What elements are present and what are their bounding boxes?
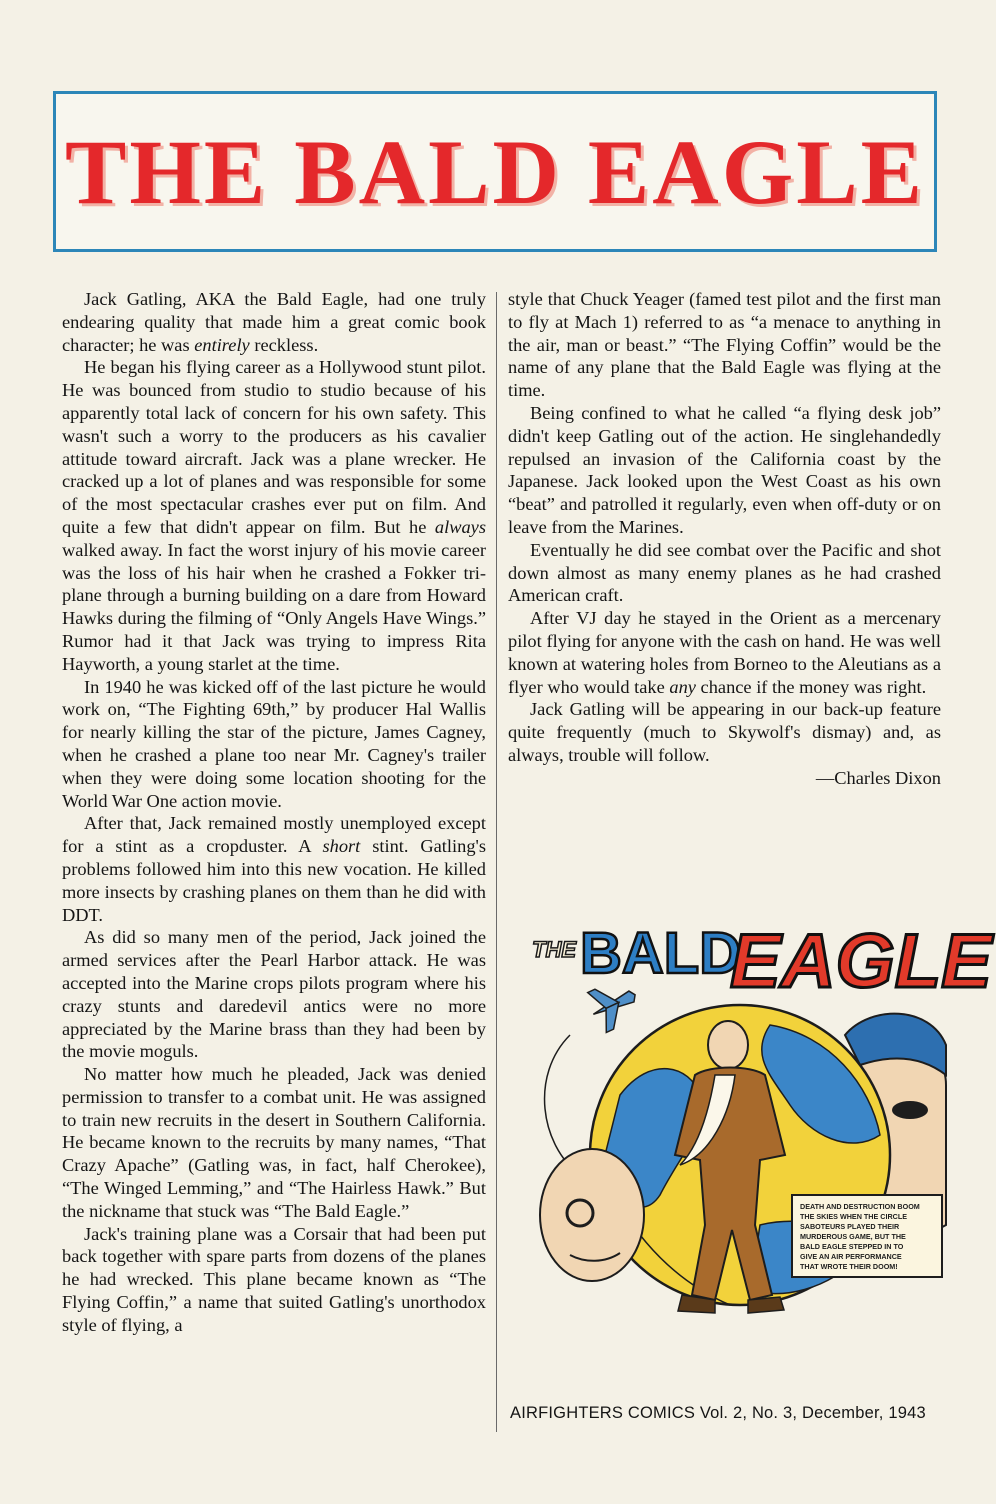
paragraph-9: Being confined to what he called “a flying desk job” didn't keep Gatling out of the action. He singlehandedly repulsed an invasion of the California coast by the Japanese. Jack looked upon the West Coast as his own “beat” and patrolled it regularly, even when off-duty or on leave from the Marines.: [508, 402, 941, 537]
paragraph-8: style that Chuck Yeager (famed test pilot and the first man to fly at Mach 1) referred to as “a menace to anything in the air, man or beast.” “The Flying Coffin” would be the name of any plane that the Bald Eagle was flying at the time.: [508, 289, 941, 401]
logo-eagle: EAGLE: [730, 919, 992, 1004]
caption-line-2: THE SKIES WHEN THE CIRCLE: [800, 1212, 908, 1221]
paragraph-2: He began his flying career as a Hollywood stunt pilot. He was bounced from studio to studio because of his apparently total lack of concern for his own safety. This wasn't such a worry to the producers as his cavalier attitude toward aircraft. Jack was a plane wrecker. He cracked up a lot of planes and was responsible for some of the most spectacular crashes ever put on film. And quite a few that didn't appear on film. But he always walked away. In fact the worst injury of his movie career was the loss of his hair when he crashed a Fokker tri-plane through a burning building on a dare from Howard Hawks during the filming of “Only Angels Have Wings.” Rumor had it that Jack was trying to impress Rita Hayworth, a young starlet at the time.: [62, 357, 486, 674]
paragraph-3: In 1940 he was kicked off of the last picture he would work on, “The Fighting 69th,” by producer Hal Wallis for nearly killing the star of the picture, James Cagney, when he crashed a plane too near Mr. Cagney's trailer when they were doing some location shooting for the World War One action movie.: [62, 676, 486, 811]
caption-line-6: GIVE AN AIR PERFORMANCE: [800, 1252, 902, 1261]
paragraph-4: After that, Jack remained mostly unemployed except for a stint as a cropduster. A short stint. Gatling's problems followed him into this new vocation. He killed more insects by crashing planes on them than he did with DDT.: [62, 813, 486, 925]
column-divider: [496, 292, 497, 1432]
caption-line-1: DEATH AND DESTRUCTION BOOM: [800, 1202, 920, 1211]
paragraph-11: After VJ day he stayed in the Orient as a mercenary pilot flying for anyone with the cash on hand. He was well known at watering holes from Borneo to the Aleutians as a flyer who would take any chance if the money was right.: [508, 608, 941, 697]
caption-line-3: SABOTEURS PLAYED THEIR: [800, 1222, 900, 1231]
source-caption: AIRFIGHTERS COMICS Vol. 2, No. 3, December, 1943: [510, 1404, 926, 1422]
title-banner: [53, 91, 937, 252]
caption-line-7: THAT WROTE THEIR DOOM!: [800, 1262, 898, 1271]
bald-eagle-logo: [532, 919, 994, 1004]
comic-cover-illustration: [510, 895, 992, 1400]
caption-line-5: BALD EAGLE STEPPED IN TO: [800, 1242, 904, 1251]
villain-monocle-face: [540, 1149, 644, 1281]
logo-the: THE: [532, 937, 576, 962]
caption-line-4: MURDEROUS GAME, BUT THE: [800, 1232, 906, 1241]
paragraph-7: Jack's training plane was a Corsair that had been put back together with spare parts from dozens of the planes he had wrecked. This plane became known as “The Flying Coffin,” a name that suited Gatling's unorthodox style of flying, a: [62, 1223, 486, 1335]
page-title: THE BALD EAGLE: [65, 120, 925, 223]
paragraph-5: As did so many men of the period, Jack joined the armed services after the Pearl Harbor attack. He was accepted into the Marine crops pilots program where his crazy stunts and daredevil antics were no more appreciated by the Marine brass than they had been by the movie moguls.: [62, 927, 486, 1062]
article-column-right: [508, 288, 941, 790]
paragraph-1: Jack Gatling, AKA the Bald Eagle, had one truly endearing quality that made him a great comic book character; he was entirely reckless.: [62, 289, 486, 355]
paragraph-10: Eventually he did see combat over the Pacific and shot down almost as many enemy planes as he had crashed American craft.: [508, 539, 941, 606]
article-column-left: [62, 288, 486, 1337]
svg-text:DEATH AND DESTRUCTION BOOM: [800, 1202, 922, 1271]
author-signature: —Charles Dixon: [815, 767, 941, 788]
story-caption-box: [792, 1195, 942, 1277]
paragraph-12: Jack Gatling will be appearing in our back-up feature quite frequently (much to Skywolf's dismay) and, as always, trouble will follow.: [508, 699, 941, 765]
paragraph-6: No matter how much he pleaded, Jack was denied permission to transfer to a combat unit. He was assigned to train new recruits in the desert in Southern California. He became known to the recruits by many names, “That Crazy Apache” (Gatling was, in fact, half Cherokee), “The Winged Lemming,” and “The Hairless Hawk.” But the nickname that stuck was “The Bald Eagle.”: [62, 1064, 486, 1221]
logo-bald: BALD: [580, 921, 742, 986]
